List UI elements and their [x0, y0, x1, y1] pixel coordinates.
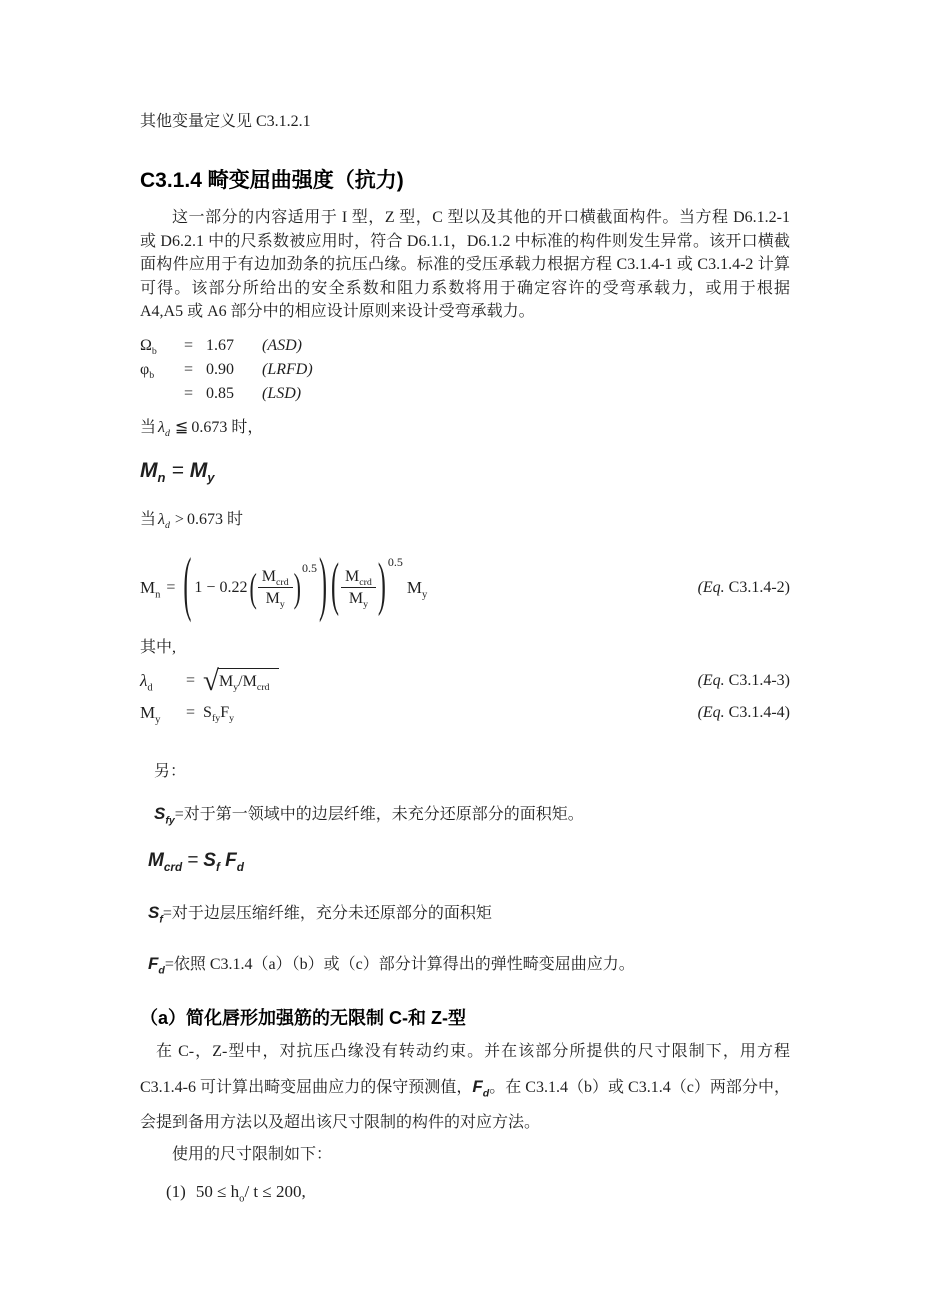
sf-symbol: $S_f$: [148, 902, 163, 925]
equation-number-label: (Eq. C3.1.4-3): [697, 671, 790, 689]
equation-c3-1-4-3: [140, 664, 790, 698]
intro-paragraph: 这一部分的内容适用于 I 型，Z 型，C 型以及其他的开口横截面构件。当方程 D6.1.2-1 或 D6.2.1 中的尺系数被应用时，符合 D6.1.1，D6.1.2 中标准的构件则发生异常。该开口横截面构件应用于有边加劲条的抗压凸缘。标准的受压承载力根据方程 C3.1.4-1 或 C3.1.4-2 计算可得。该部分所给出的安全系数和阻力系数将用于确定容许的受弯承载力，或用于根据 A4,A5 或 A6 部分中的相应设计原则来设计受弯承载力。: [140, 209, 790, 320]
condition-lambda-le: [140, 418, 790, 438]
condition-prefix: 当: [140, 510, 157, 528]
definition-fd: [140, 953, 790, 976]
limit-expression: $50 \le h_o/$ t ≤ 200,: [195, 1181, 306, 1204]
factor-method-tag: (ASD): [262, 336, 302, 354]
factor-equals: =: [184, 384, 194, 402]
dimension-limit-1: [140, 1182, 790, 1202]
equation-c3-1-4-4: [140, 698, 790, 728]
equation-number-label: (Eq. C3.1.4-4): [697, 703, 790, 721]
radical-icon: √: [203, 664, 219, 697]
mcrd-symbol: $M_{crd}$: [148, 849, 183, 874]
definition-text: =对于第一领域中的边层纤维，未充分还原部分的面积矩。: [174, 805, 584, 823]
safety-factor-block: [140, 334, 790, 406]
equation-mcrd: [140, 848, 790, 874]
section-heading-c314: C3.1.4 畸变屈曲强度（抗力): [140, 169, 404, 192]
factor-row-lsd: [140, 382, 790, 406]
my-symbol: $M_y$: [140, 702, 161, 725]
sfy-fy-term: $S_{fy}F_y$: [203, 703, 235, 724]
factor-method-tag: (LRFD): [262, 360, 313, 378]
condition-suffix: 时，: [231, 418, 264, 436]
factor-value: 0.85: [206, 384, 234, 402]
factor-symbol-sub: b: [149, 369, 155, 381]
factor-equals: =: [184, 336, 194, 354]
condition-value: 0.673: [186, 510, 223, 528]
lambda-symbol: $\lambda_d$: [140, 670, 153, 693]
equation-mn-my: [140, 458, 790, 484]
where-label: 其中,: [140, 638, 177, 656]
definition-text: =依照 C3.1.4（a）（b）或（c）部分计算得出的弹性畸变屈曲应力。: [164, 955, 635, 973]
my-symbol: $M_y$: [189, 458, 215, 485]
limit-number: (1): [166, 1181, 186, 1201]
open-paren-large: (: [183, 547, 192, 625]
definition-sfy: [140, 803, 790, 826]
subsection-a-paragraph: [140, 1034, 790, 1140]
close-paren-large: ): [377, 554, 386, 619]
fraction-denominator: $M_y$: [265, 590, 285, 611]
limits-intro: 使用的尺寸限制如下：: [172, 1145, 333, 1163]
fraction-mcrd-my: [341, 567, 376, 611]
factor-row-asd: [140, 334, 790, 358]
fraction-numerator: $M_{crd}$: [258, 567, 293, 588]
fraction-mcrd-my: [258, 567, 293, 611]
condition-suffix: 时: [226, 510, 243, 528]
close-paren-large: ): [319, 547, 327, 625]
mn-symbol: $M_n$: [140, 577, 161, 600]
sf-fd-term: $S_f$ $F_d$: [203, 849, 244, 874]
condition-prefix: 当: [140, 418, 157, 436]
open-paren-large: (: [331, 554, 339, 619]
relation-symbol: ≦: [174, 418, 189, 436]
factor-method-tag: (LSD): [262, 384, 302, 402]
factor-symbol: $\Omega_b$: [140, 336, 157, 357]
factor-value: 0.90: [206, 360, 234, 378]
fraction-denominator: $M_y$: [348, 590, 369, 611]
mn-symbol: $M_n$: [140, 458, 166, 485]
condition-lambda-gt: [140, 510, 790, 530]
equals-sign: =: [186, 671, 196, 689]
equals-sign: =: [166, 578, 176, 596]
fd-symbol: $F_d$: [148, 953, 165, 976]
relation-symbol: >: [174, 510, 184, 528]
variables-reference-note: 其他变量定义见 C3.1.2.1: [140, 113, 311, 130]
equals-sign: =: [171, 458, 184, 482]
factor-row-lrfd: [140, 358, 790, 382]
definition-sf: [140, 902, 790, 925]
radicand: $M_y/M_{crd}$: [218, 668, 280, 691]
subsection-a-heading: （a）简化唇形加强筋的无限制 C-和 Z-型: [140, 1007, 466, 1028]
sfy-symbol: $S_{fy}$: [154, 803, 175, 826]
my-symbol: $M_y$: [406, 577, 428, 600]
factor-value: 1.67: [206, 336, 234, 354]
equals-sign: =: [186, 703, 196, 721]
equation-c3-1-4-2: $M_n$ = ( 1 − 0.22 ( $\frac{M_{crd}}{M_y}$ ) $^{0.5}$ ) ( $\frac{M_{crd}}{M_y}$ ) $^{0.5}$ $M_y$ (Eq. C3.1.4-2): [140, 546, 790, 630]
condition-value: 0.673: [191, 418, 228, 436]
paragraph-text: 。在 C3.1.4（b）或 C3.1.4（c）两部分中，会提到备用方法以及超出该尺寸限制的构件的对应方法。: [140, 1078, 790, 1131]
fraction-numerator: $M_{crd}$: [341, 567, 376, 588]
factor-symbol-sub: b: [151, 345, 157, 357]
equation-number-label: (Eq. C3.1.4-2): [697, 578, 790, 596]
definition-text: =对于边层压缩纤维，充分未还原部分的面积矩: [162, 904, 492, 922]
lambda-symbol: $\lambda_d$: [158, 510, 170, 531]
factor-equals: =: [184, 360, 194, 378]
fd-symbol: $F_d$: [472, 1076, 490, 1099]
another-label: 另：: [154, 762, 187, 780]
lambda-symbol: $\lambda_d$: [158, 418, 170, 439]
coefficient-term: 1 − 0.22: [194, 578, 248, 596]
square-root: [203, 664, 279, 697]
close-paren: ): [293, 563, 301, 610]
open-paren: (: [249, 563, 257, 610]
equals-sign: =: [187, 849, 199, 871]
factor-symbol: $\varphi_b$: [140, 360, 155, 381]
paragraph-text: 在 C-，Z-型中，对抗压凸缘没有转动约束。并在该部分所提供的尺寸限制下，用方程 C3.1.4-6 可计算出畸变屈曲应力的保守预测值，: [140, 1042, 790, 1096]
